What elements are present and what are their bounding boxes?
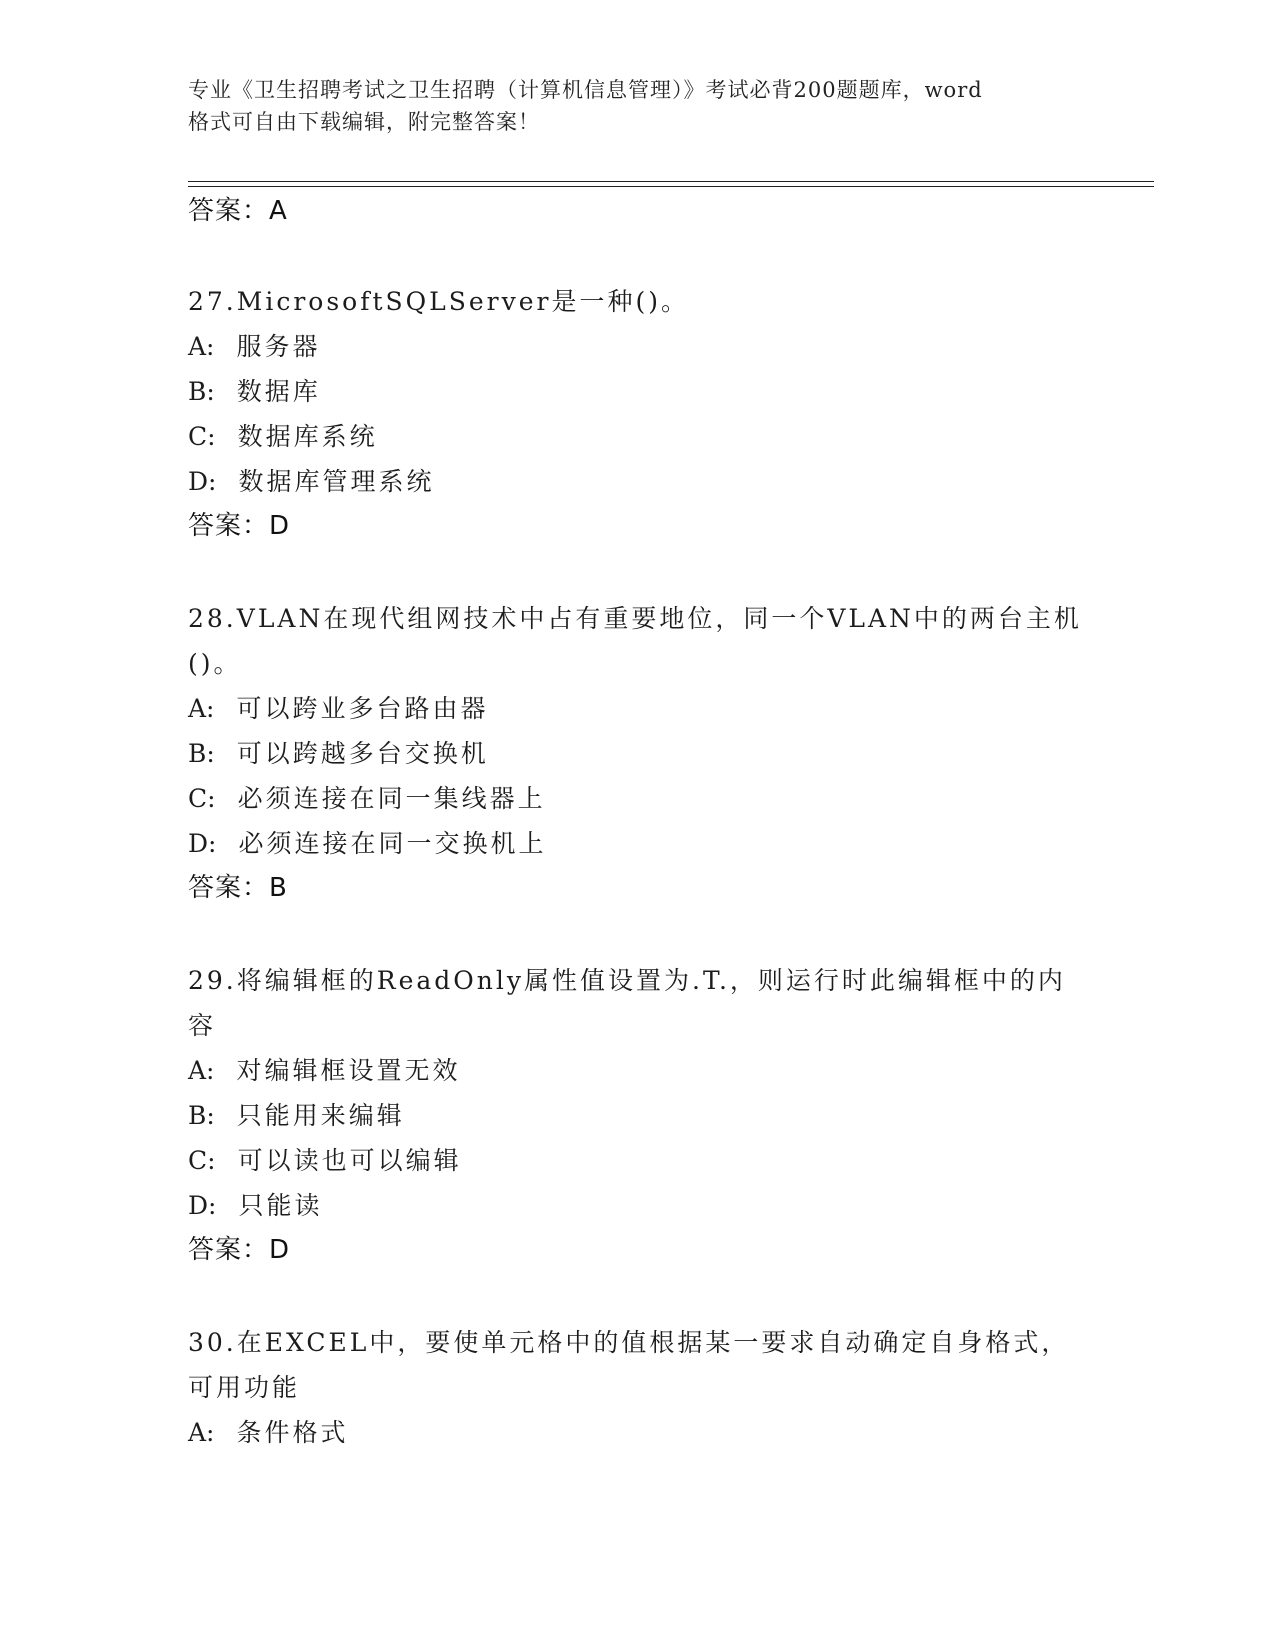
option-d	[188, 459, 1108, 504]
option-text: 对编辑框设置无效	[236, 1056, 461, 1085]
document-body	[188, 190, 1108, 1455]
option-b	[188, 731, 1108, 776]
option-letter: A:	[188, 332, 215, 361]
header-line-1: 专业《卫生招聘考试之卫生招聘（计算机信息管理）》考试必背200题题库，word	[188, 78, 983, 102]
header-line-2: 格式可自由下载编辑，附完整答案！	[188, 110, 540, 134]
option-letter: A:	[188, 1418, 215, 1447]
option-text: 服务器	[236, 332, 321, 361]
question-block	[188, 279, 1108, 549]
option-text: 只能用来编辑	[236, 1101, 405, 1130]
header-rule-bottom	[188, 186, 1154, 187]
option-letter: D:	[188, 829, 217, 858]
option-b	[188, 1093, 1108, 1138]
option-a	[188, 1048, 1108, 1093]
option-letter: D:	[188, 1191, 217, 1220]
answer-line: 答案：D	[188, 1235, 291, 1265]
question-stem-continued: ()。	[188, 649, 242, 678]
option-letter: C:	[188, 422, 216, 451]
option-text: 只能读	[238, 1191, 323, 1220]
option-letter: A:	[188, 1056, 215, 1085]
option-text: 必须连接在同一交换机上	[238, 829, 547, 858]
question-block	[188, 596, 1108, 911]
option-letter: B:	[188, 739, 215, 768]
option-letter: C:	[188, 1146, 216, 1175]
question-stem: 30.在EXCEL中，要使单元格中的值根据某一要求自动确定自身格式，	[188, 1328, 1070, 1357]
question-stem-continued: 可用功能	[188, 1373, 301, 1402]
option-letter: D:	[188, 467, 217, 496]
option-text: 可以读也可以编辑	[237, 1146, 462, 1175]
option-text: 数据库系统	[237, 422, 378, 451]
option-text: 数据库管理系统	[238, 467, 435, 496]
question-stem-continued: 容	[188, 1011, 217, 1040]
answer-line: 答案：B	[188, 873, 288, 903]
option-a	[188, 1410, 1108, 1455]
question-block	[188, 1320, 1108, 1455]
option-text: 条件格式	[236, 1418, 349, 1447]
answer-line: 答案：D	[188, 511, 291, 541]
question-block	[188, 958, 1108, 1273]
question-stem: 27.MicrosoftSQLServer是一种()。	[188, 287, 690, 316]
option-b	[188, 369, 1108, 414]
option-letter: B:	[188, 1101, 215, 1130]
option-c	[188, 776, 1108, 821]
option-c	[188, 414, 1108, 459]
document-header	[188, 74, 1108, 138]
question-stem: 28.VLAN在现代组网技术中占有重要地位，同一个VLAN中的两台主机	[188, 604, 1082, 633]
option-letter: C:	[188, 784, 216, 813]
option-d	[188, 821, 1108, 866]
option-text: 必须连接在同一集线器上	[237, 784, 546, 813]
option-a	[188, 324, 1108, 369]
option-text: 数据库	[236, 377, 321, 406]
option-letter: B:	[188, 377, 215, 406]
answer-line: 答案：A	[188, 196, 288, 226]
option-d	[188, 1183, 1108, 1228]
option-c	[188, 1138, 1108, 1183]
option-text: 可以跨越多台交换机	[236, 739, 489, 768]
option-text: 可以跨业多台路由器	[236, 694, 489, 723]
option-letter: A:	[188, 694, 215, 723]
question-stem: 29.将编辑框的ReadOnly属性值设置为.T.，则运行时此编辑框中的内	[188, 966, 1066, 995]
option-a	[188, 686, 1108, 731]
header-rule-top	[188, 181, 1154, 182]
